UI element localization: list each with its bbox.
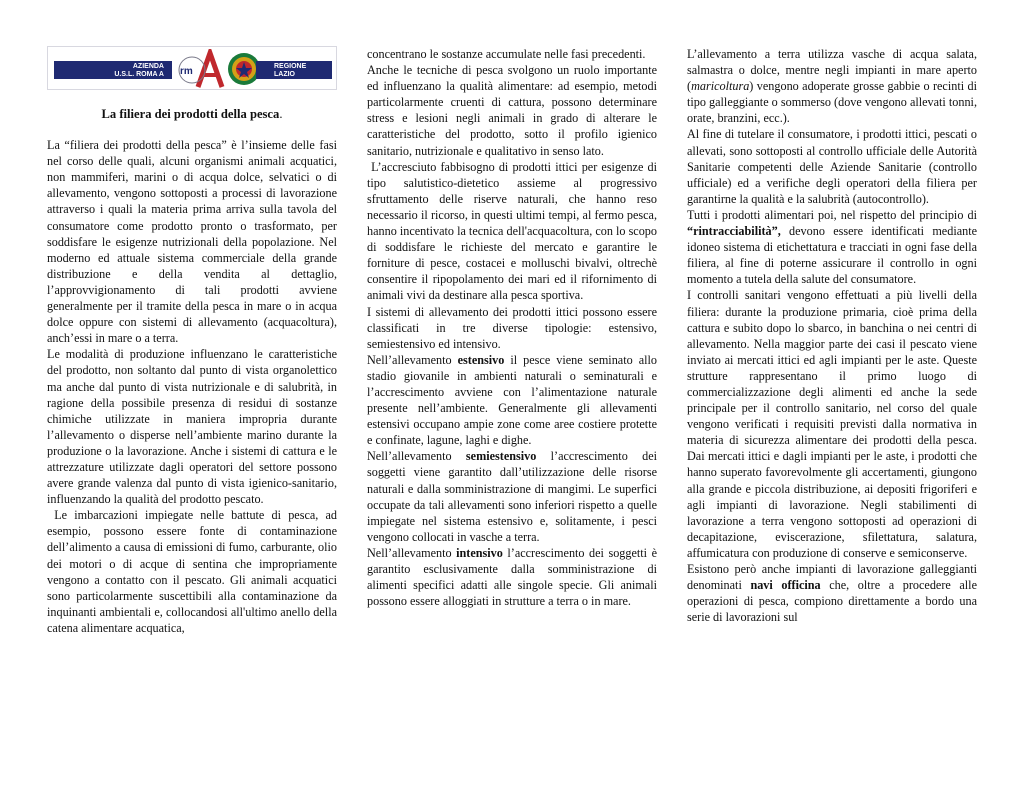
usl-rm-a-logo-icon <box>168 49 228 89</box>
logo-right-bar <box>256 61 332 79</box>
paragraph-text: Tutti i prodotti alimentari poi, nel rispetto del principio di <box>687 207 977 222</box>
paragraph-text: Esistono però anche impianti di lavorazione galleggianti denominati <box>687 562 977 593</box>
logo-lazio-text: LAZIO <box>274 71 295 78</box>
paragraph-text: ) vengono adoperate grosse gabbie o recinti di tipo galleggiante o sommerso (dove vengono allevati tonni, orate, branzini, ecc.). <box>687 79 977 126</box>
paragraph <box>367 448 657 545</box>
paragraph: I controlli sanitari vengono effettuati a più livelli della filiera: durante la produzione primaria, cioè prima della cattura e subito dopo lo sbarco, in banchina o nei centri di allevamento. Nella maggior parte dei casi il pescato viene inviato ai mercati ittici ed agli impianti per le aste. Queste strutture rappresentano il primo luogo di commercializzazione degli alimenti ed anche la sede principale per il controllo sanitario, nel corso del quale vengono verificati i requisiti previsti dalla normativa in materia di sicurezza alimentare dei prodotti della pesca. Dai mercati ittici e dagli impianti per le aste, i prodotti che hanno superato favorevolmente gli accertamenti, giungono alla grande e piccola distribuzione, ai depositi frigoriferi e agli impianti di lavorazione. Negli stabilimenti di lavorazione a terra vengono sottoposti ad operazioni di decapitazione, eviscerazione, sfilettatura, salatura, affumicatura con produzione di conserve e semiconserve. <box>687 288 977 560</box>
paragraph <box>687 561 977 625</box>
paragraph: L’accresciuto fabbisogno di prodotti ittici per esigenze di tipo salutistico-dietetico assieme al progressivo sfruttamento delle riserve naturali, che hanno reso necessario il ricorso, in questi ultimi tempi, al fermo pesca, hanno incentivato la tecnica dell'acquacoltura, con lo scopo di soddisfare le richieste del mercato e garantire le forniture di pesce, costacei e molluschi bivalvi, oltrechè consentire il ripopolamento dei mari ed il rifornimento di animali vivi da destinare alla pesca sportiva. <box>367 159 661 303</box>
paragraph-text: che, oltre a procedere alle operazioni di pesca, compiono direttamente a bordo una serie di lavorazioni sul <box>687 578 977 625</box>
term-maricoltura: maricoltura <box>691 79 750 94</box>
column-3 <box>687 46 977 625</box>
column-2 <box>367 46 661 609</box>
column-1 <box>47 46 341 636</box>
paragraph-text: L’allevamento a terra utilizza vasche di acqua salata, salmastra o dolce, mentre negli impianti in mare aperto ( <box>687 47 977 94</box>
paragraph-text: Nell’allevamento <box>367 352 458 367</box>
term-navi-officina: navi officina <box>750 578 821 593</box>
term-intensivo: intensivo <box>456 545 503 560</box>
paragraph: Anche le tecniche di pesca svolgono un ruolo importante ed influenzano la qualità alimentare: ad esempio, metodi particolarmente cruenti di cattura, possono determinare stress e lesioni negli animali in grado di alterare le caratteristiche del prodotto, sotto il profilo igienico sanitario, nutrizionale e qualitativo in senso lato. <box>367 63 657 158</box>
paragraph <box>367 352 657 449</box>
paragraph: La “filiera dei prodotti della pesca” è l’insieme delle fasi nel corso delle quali, alcuni organismi animali acquatici, non mammiferi, marini o di acqua dolce, selvatici o di allevamento, vengono sottoposti a processi di lavorazione attraverso i quali la materia prima arriva sulla tavola del consumatore come prodotto pronto o trasformato, per soddisfare le esigenze nutrizionali della popolazione. Nel moderno ed attuale sistema commerciale della grande distribuzione e della vendita al dettaglio, l’approvvigionamento di tali prodotti avviene generalmente per il tramite della pesca in mare o in acqua dolce oppure con sistemi di allevamento (acquacoltura), anch’essi in mare o a terra. <box>47 138 337 346</box>
paragraph <box>687 46 977 126</box>
term-semiestensivo: semiestensivo <box>465 449 537 464</box>
logo-regione-text: REGIONE <box>274 63 307 70</box>
term-estensivo: estensivo <box>457 352 505 367</box>
paragraph-text: Nell’allevamento <box>367 449 466 464</box>
document-title-period: . <box>279 107 283 121</box>
paragraph-text: il pesce viene seminato allo stadio giovanile in ambienti naturali o seminaturali e l’accrescimento avviene con l’alimentazione naturale presente nell’ambiente. Generalmente gli allevamenti estensivi occupano ampie zone come aree costiere protette e confinate, lagune, laghi e dighe. <box>367 352 657 448</box>
document-title <box>47 106 337 122</box>
document-title-text: La filiera dei prodotti della pesca <box>101 107 280 121</box>
paragraph-text: l’accrescimento dei soggetti è garantito esclusivamente dalla somministrazione di alimenti specifici adatti alle singole specie. Gli animali possono essere alloggiati in strutture a terra o in mare. <box>367 545 657 609</box>
paragraph-text: l’accrescimento dei soggetti viene garantito dall’utilizzazione delle risorse naturali e dalla somministrazione di mangimi. Le superfici occupate da tali allevamenti sono inferiori rispetto a quelle impiegate nel sistema estensivo e, solitamente, i pesci vengono collocati in vasche a terra. <box>367 449 657 544</box>
paragraph: I sistemi di allevamento dei prodotti ittici possono essere classificati in tre diverse tipologie: estensivo, semiestensivo ed intensivo. <box>367 304 657 351</box>
paragraph: Al fine di tutelare il consumatore, i prodotti ittici, pescati o allevati, sono sottoposti al controllo ufficiale delle Autorità Sanitarie competenti delle Aziende Sanitarie (controllo ufficiale) ed a verifiche degli operatori della filiera per garantirne la qualità e la salubrità (autocontrollo). <box>687 127 977 206</box>
logo-left-bar <box>54 61 172 79</box>
paragraph: Le imbarcazioni impiegate nelle battute di pesca, ad esempio, possono essere fonte di contaminazione dell’alimento a causa di emissioni di fumo, carburante, olio dei motori o di acque di sentina che impropriamente vengono a contatto con il pescato. Gli animali acquatici sono particolarmente suscettibili alla contaminazione da inquinanti ambientali e, collocandosi all'ultimo anello della catena alimentare acquatica, <box>47 508 341 635</box>
logo-mark-text: rm <box>180 66 193 77</box>
paragraph-text: Nell’allevamento <box>367 545 457 560</box>
header-logo <box>47 46 337 90</box>
paragraph <box>687 207 977 287</box>
logo-usl-text: U.S.L. ROMA A <box>114 71 164 78</box>
paragraph: concentrano le sostanze accumulate nelle fasi precedenti. <box>367 47 646 61</box>
term-rintracciabilita: “rintracciabilità”, <box>687 224 781 239</box>
paragraph-text: devono essere identificati mediante idoneo sistema di etichettatura e tracciati in ogni fase della filiera, al fine di poterne assicurare il controllo in ogni momento a tutela della salute del consumatore. <box>687 224 977 287</box>
logo-azienda-text: AZIENDA <box>132 63 164 70</box>
paragraph: Le modalità di produzione influenzano le caratteristiche del prodotto, non soltanto dal punto di vista organolettico ma anche dal punto di vista nutrizionale e di salubrità, in ragione della possibile presenza di residui di sostanze chimiche utilizzate in maniera impropria durante l’allevamento o disperse nell’ambiente marino durante la produzione o la lavorazione. Anche i sistemi di cattura e le attrezzature utilizzate dagli operatori del settore possono avere grande valenza dal punto di vista igienico-sanitario, influenzando la qualità del prodotto pescato. <box>47 347 337 507</box>
paragraph <box>367 545 657 609</box>
